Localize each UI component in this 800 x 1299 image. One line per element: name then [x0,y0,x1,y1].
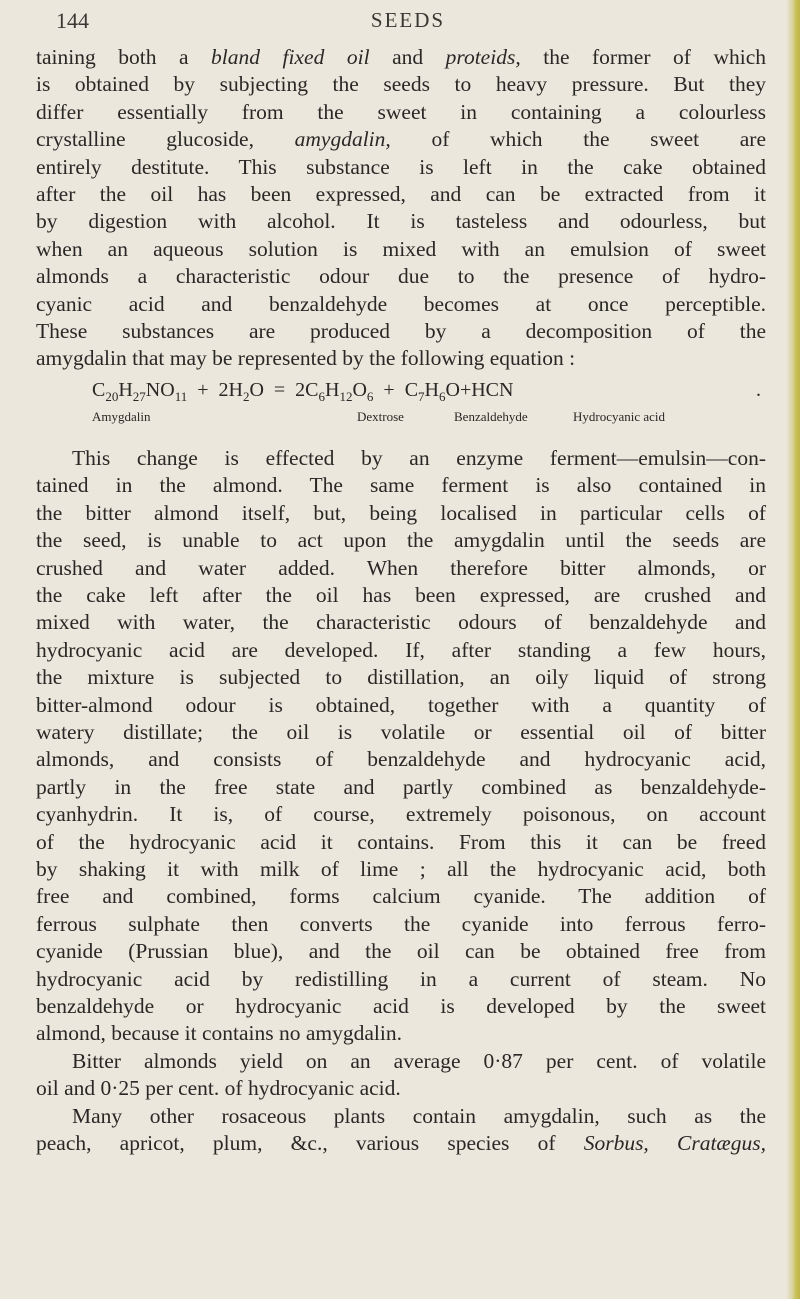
text-line: Bitter almonds yield on an average 0·87 per cent. of volatile [72,1048,766,1073]
text-line: Many other rosaceous plants contain amygdalin, such as the [72,1103,766,1128]
page-edge [786,0,800,1299]
page-header [36,4,780,40]
text-line: the cake left after the oil has been expressed, are crushed and [36,582,766,607]
equation-labels [36,403,766,423]
text-line: differ essentially from the sweet in containing a colourless [36,99,766,124]
text-line: peach, apricot, plum, &c., various species of Sorbus, Cratægus, [36,1131,767,1156]
text-line: benzaldehyde or hydrocyanic acid is developed by the sweet [36,994,766,1018]
italic-term: proteids, [445,45,521,69]
text-line: bitter-almond odour is obtained, together with a quantity of [36,692,766,717]
label-dextrose: Dextrose [357,408,404,424]
stray-mark: . [756,378,761,401]
text-line: is obtained by subjecting the seeds to heavy pressure. But they [36,72,766,97]
text-line: almonds a characteristic odour due to the presence of hydro- [36,264,766,289]
text-line: crushed and water added. When therefore bitter almonds, or [36,555,766,580]
text-line: This change is effected by an enzyme ferment—emulsin—con- [72,445,766,470]
paragraph-4 [36,1103,766,1158]
text-line: cyanide (Prussian blue), and the oil can be obtained free from [36,939,766,964]
paragraph-1 [36,44,766,373]
text-line: after the oil has been expressed, and can be extracted from it [36,182,766,207]
text-line: partly in the free state and partly combined as benzaldehyde- [36,774,766,799]
label-amygdalin: Amygdalin [92,408,151,424]
text-line: the seed, is unable to act upon the amygdalin until the seeds are [36,528,766,553]
text-line: when an aqueous solution is mixed with an emulsion of sweet [36,236,766,261]
text-line: hydrocyanic acid are developed. If, after standing a few hours, [36,637,766,662]
italic-term: bland fixed oil [211,45,370,69]
text-line: ferrous sulphate then converts the cyanide into ferrous ferro- [36,911,766,936]
chemical-equation [36,377,766,437]
text-line: by digestion with alcohol. It is tasteless and odourless, but [36,209,766,234]
text-line: cyanic acid and benzaldehyde becomes at once perceptible. [36,291,766,316]
text-line: entirely destitute. This substance is left in the cake obtained [36,154,766,179]
text-line: the mixture is subjected to distillation, an oily liquid of strong [36,665,766,690]
text-line: These substances are produced by a decomposition of the [36,319,766,344]
text-line: mixed with water, the characteristic odours of benzaldehyde and [36,610,766,635]
text-line: oil and 0·25 per cent. of hydrocyanic acid. [36,1076,401,1101]
text-line: almonds, and consists of benzaldehyde and hydrocyanic acid, [36,747,766,772]
text-line: free and combined, forms calcium cyanide. The addition of [36,884,766,909]
text-line: almond, because it contains no amygdalin. [36,1021,403,1046]
text-line: by shaking it with milk of lime ; all the hydrocyanic acid, both [36,856,766,881]
text-line: amygdalin that may be represented by the following equation : [36,346,576,371]
text-line: crystalline glucoside, amygdalin, of which the sweet are [36,127,766,152]
label-benzaldehyde: Benzaldehyde [454,408,528,424]
paragraph-2 [36,445,766,1048]
label-hydrocyanic-acid: Hydrocyanic acid [573,408,666,424]
equation-formula: $C_{20}H_{27}NO_{11} + 2H_2O = 2C_6H_{12}O_6 + C_7H_6O+HCN$ [92,378,514,404]
text-line: hydrocyanic acid by redistilling in a current of steam. No [36,966,766,991]
text-line: of the hydrocyanic acid it contains. From this it can be freed [36,829,766,854]
body-text [36,44,766,1157]
italic-term: Sorbus, Cratægus, [583,1131,767,1156]
text-line: the bitter almond itself, but, being localised in particular cells of [36,500,766,525]
text-line: cyanhydrin. It is, of course, extremely poisonous, on account [36,802,766,827]
text-line: tained in the almond. The same ferment is also contained in [36,473,766,498]
page-number: 144 [56,8,89,33]
italic-term: amygdalin, [294,127,391,152]
text-line: taining both a bland fixed oil and proteids, the former of which [36,45,767,69]
text-line: watery distillate; the oil is volatile or essential oil of bitter [36,719,766,744]
paragraph-3 [36,1048,766,1103]
running-title: SEEDS [370,8,446,32]
